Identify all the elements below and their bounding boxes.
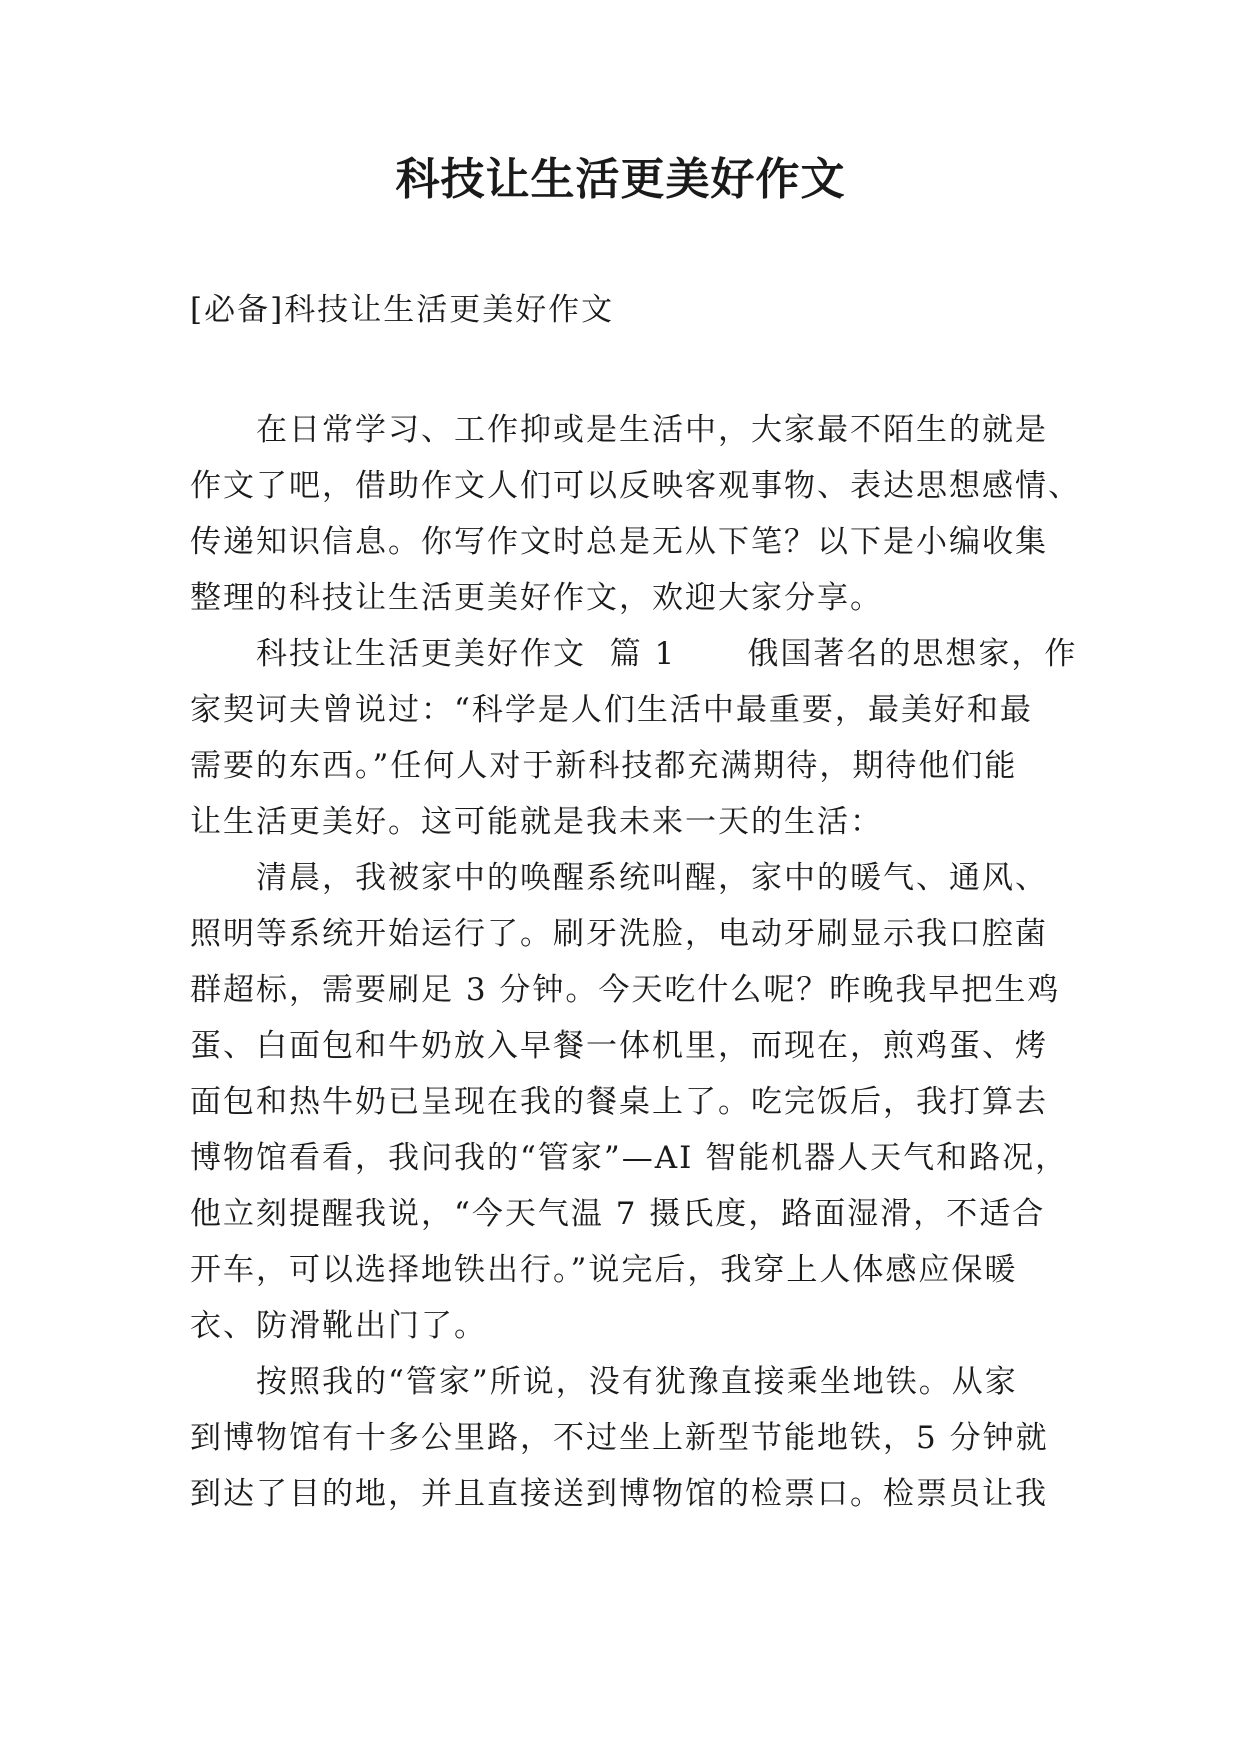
text-line: 科技让生活更美好作文 篇 1 俄国著名的思想家，作 — [256, 636, 1078, 672]
text-line: 按照我的“管家”所说，没有犹豫直接乘坐地铁。从家 — [256, 1364, 1018, 1400]
text-line: 照明等系统开始运行了。刷牙洗脸，电动牙刷显示我口腔菌 — [190, 916, 1048, 952]
text-line: 需要的东西。”任何人对于新科技都充满期待，期待他们能 — [190, 748, 1018, 784]
text-line: 家契诃夫曾说过：“科学是人们生活中最重要，最美好和最 — [190, 692, 1033, 728]
text-line: 传递知识信息。你写作文时总是无从下笔？以下是小编收集 — [190, 524, 1048, 560]
paragraph-intro — [190, 402, 1081, 626]
text-line: 清晨，我被家中的唤醒系统叫醒，家中的暖气、通风、 — [256, 860, 1048, 896]
text-line: 蛋、白面包和牛奶放入早餐一体机里，而现在，煎鸡蛋、烤 — [190, 1028, 1048, 1064]
text-line: 开车，可以选择地铁出行。”说完后，我穿上人体感应保暖 — [190, 1252, 1018, 1288]
text-line: 在日常学习、工作抑或是生活中，大家最不陌生的就是 — [256, 412, 1048, 448]
text-line: 到达了目的地，并且直接送到博物馆的检票口。检票员让我 — [190, 1476, 1048, 1512]
document-title: 科技让生活更美好作文 — [395, 154, 846, 205]
text-line: 到博物馆有十多公里路，不过坐上新型节能地铁，5 分钟就 — [190, 1420, 1049, 1456]
text-line: 作文了吧，借助作文人们可以反映客观事物、表达思想感情、 — [190, 468, 1081, 504]
text-line: 群超标，需要刷足 3 分钟。今天吃什么呢？昨晚我早把生鸡 — [190, 972, 1061, 1008]
text-line: 面包和热牛奶已呈现在我的餐桌上了。吃完饭后，我打算去 — [190, 1084, 1048, 1120]
paragraph-essay-heading — [190, 626, 1078, 850]
paragraph-subway — [190, 1354, 1060, 1522]
text-line: 博物馆看看，我问我的“管家”—AI 智能机器人天气和路况， — [190, 1140, 1069, 1176]
document-body — [190, 402, 1081, 1522]
document-subtitle: [必备]科技让生活更美好作文 — [190, 292, 615, 328]
text-line: 衣、防滑靴出门了。 — [190, 1308, 487, 1344]
paragraph-morning — [190, 850, 1069, 1354]
text-line: 他立刻提醒我说，“今天气温 7 摄氏度，路面湿滑，不适合 — [190, 1196, 1046, 1232]
text-line: 让生活更美好。这可能就是我未来一天的生活： — [190, 804, 883, 840]
text-line: 整理的科技让生活更美好作文，欢迎大家分享。 — [190, 580, 883, 616]
